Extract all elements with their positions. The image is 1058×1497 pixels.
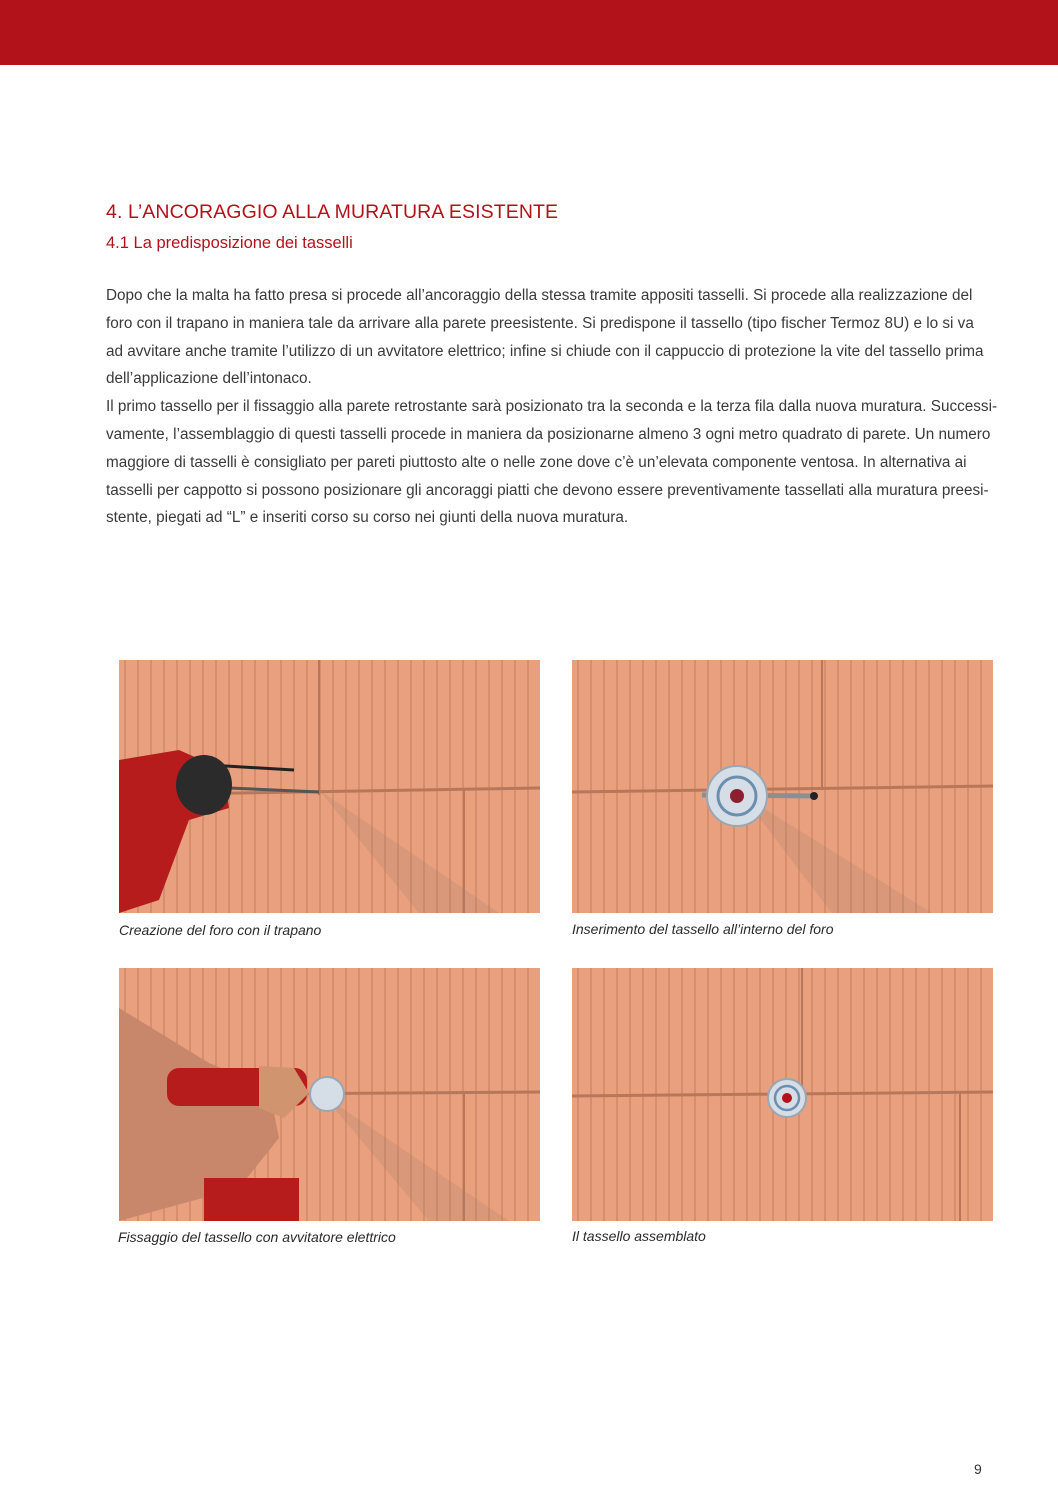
- body-paragraph: [106, 282, 1006, 532]
- photo-inserting-anchor: [572, 660, 993, 913]
- body-line: tasselli per cappotto si possono posizionare gli ancoraggi piatti che devono essere preventivamente tassellati alla muratura preesi-: [106, 481, 989, 499]
- body-line: Il primo tassello per il fissaggio alla parete retrostante sarà posizionato tra la seconda e la terza fila dalla nuova muratura. Successi-: [106, 398, 998, 416]
- photo-fixing-anchor: [119, 968, 540, 1221]
- body-line: vamente, l’assemblaggio di questi tasselli procede in maniera da posizionarne almeno 3 ogni metro quadrato di parete. Un numero: [106, 425, 991, 443]
- photo-drilling: [119, 660, 540, 913]
- body-line: Dopo che la malta ha fatto presa si procede all’ancoraggio della stessa tramite appositi tasselli. Si procede alla realizzazione del: [106, 287, 973, 304]
- body-line: dell’applicazione dell’intonaco.: [106, 370, 312, 388]
- header-bar: [0, 0, 1058, 65]
- page-number: 9: [974, 1461, 982, 1477]
- body-line: ad avvitare anche tramite l’utilizzo di un avvitatore elettrico; infine si chiude con il cappuccio di protezione la vite del tassello prima: [106, 342, 984, 360]
- caption-assembled-anchor: Il tassello assemblato: [572, 1228, 706, 1244]
- caption-inserting-anchor: Inserimento del tassello all’interno del foro: [572, 921, 834, 937]
- caption-fixing-anchor: Fissaggio del tassello con avvitatore elettrico: [118, 1229, 396, 1245]
- body-line: foro con il trapano in maniera tale da arrivare alla parete preesistente. Si predispone il tassello (tipo fischer Termoz 8U) e lo si va: [106, 314, 974, 332]
- body-line: stente, piegati ad “L” e inseriti corso su corso nei giunti della nuova muratura.: [106, 509, 629, 527]
- section-heading: 4. L’ANCORAGGIO ALLA MURATURA ESISTENTE: [106, 201, 559, 223]
- subsection-heading: 4.1 La predisposizione dei tasselli: [106, 234, 353, 252]
- photo-assembled-anchor: [572, 968, 993, 1221]
- body-line: maggiore di tasselli è consigliato per pareti piuttosto alte o nelle zone dove c’è un’elevata componente ventosa. In alternativa ai: [106, 453, 967, 471]
- caption-drilling: Creazione del foro con il trapano: [119, 922, 322, 938]
